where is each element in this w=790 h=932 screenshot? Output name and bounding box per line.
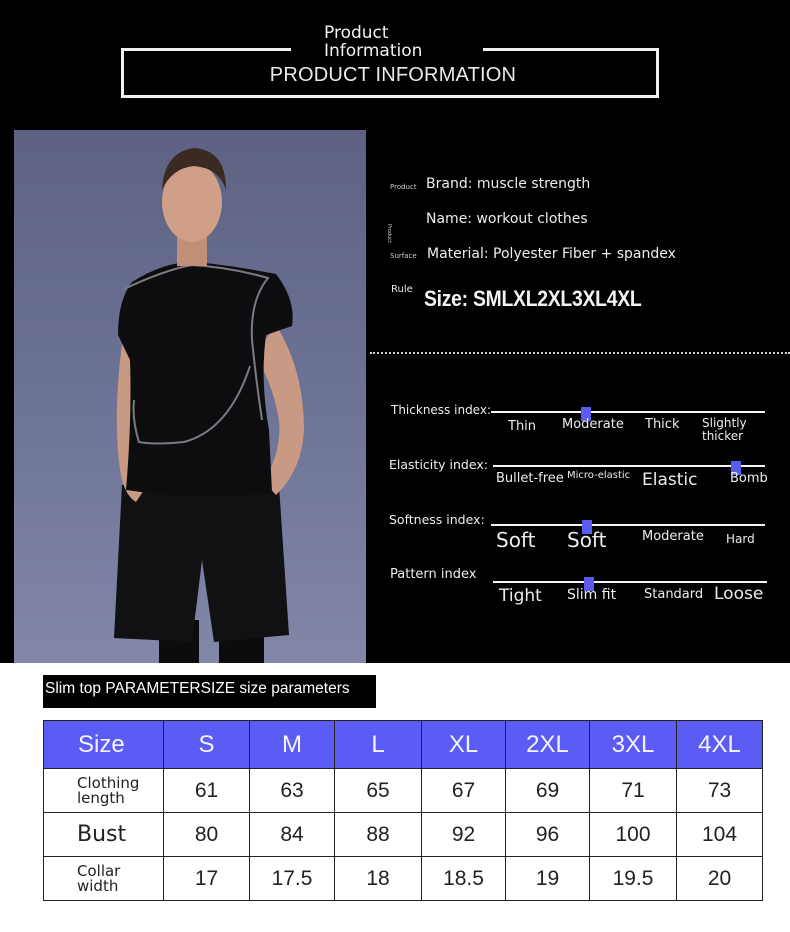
header-xl: XL	[422, 721, 506, 769]
section-title-small: Product Information	[324, 23, 423, 61]
table-cell: 18	[335, 857, 422, 901]
header-2xl: 2XL	[506, 721, 590, 769]
elasticity-option-bomb: Bomb	[730, 471, 768, 486]
softness-option-soft-1: Soft	[496, 528, 536, 552]
size-table-header-row	[44, 721, 763, 769]
table-cell: 17	[164, 857, 250, 901]
size-table	[43, 720, 763, 901]
table-cell: 19.5	[590, 857, 677, 901]
table-cell: 80	[164, 813, 250, 857]
product-photo	[14, 130, 366, 663]
softness-index-track	[491, 524, 765, 526]
table-cell: 71	[590, 769, 677, 813]
table-cell: 96	[506, 813, 590, 857]
size-text: Size: SMLXL2XL3XL4XL	[424, 286, 642, 311]
softness-option-soft-2: Soft	[567, 528, 607, 552]
table-cell: 20	[677, 857, 763, 901]
header-size: Size	[44, 721, 164, 769]
table-cell: 100	[590, 813, 677, 857]
elasticity-index-label: Elasticity index:	[389, 457, 488, 472]
row-label-collar-width: Collar width	[44, 857, 164, 901]
header-m: M	[250, 721, 335, 769]
table-cell: 84	[250, 813, 335, 857]
table-cell: 69	[506, 769, 590, 813]
table-row	[44, 813, 763, 857]
material-text: Material: Polyester Fiber + spandex	[427, 246, 676, 262]
size-table-caption: Slim top PARAMETERSIZE size parameters	[43, 675, 376, 708]
name-text: Name: workout clothes	[426, 211, 588, 227]
pattern-option-standard: Standard	[644, 587, 704, 602]
pattern-option-loose: Loose	[714, 584, 764, 604]
table-cell: 65	[335, 769, 422, 813]
elasticity-index-track	[493, 465, 765, 467]
table-cell: 19	[506, 857, 590, 901]
header-3xl: 3XL	[590, 721, 677, 769]
product-tag-rotated: Product	[386, 224, 392, 243]
pattern-option-slim-fit: Slim fit	[567, 587, 617, 603]
product-tag: Product	[390, 183, 417, 191]
thickness-index-track	[491, 411, 765, 413]
softness-index-label: Softness index:	[389, 512, 485, 527]
thickness-index-label: Thickness index:	[391, 403, 491, 417]
softness-option-hard: Hard	[726, 532, 755, 546]
row-label-bust: Bust	[44, 813, 164, 857]
thickness-option-thin: Thin	[508, 419, 537, 434]
surface-tag: Surface	[390, 252, 417, 260]
thickness-option-moderate: Moderate	[562, 417, 624, 432]
pattern-option-tight: Tight	[499, 586, 542, 606]
elasticity-option-micro-elastic: Micro-elastic	[567, 470, 631, 481]
table-row	[44, 769, 763, 813]
elasticity-option-bullet-free: Bullet-free	[496, 471, 564, 486]
table-cell: 17.5	[250, 857, 335, 901]
table-row	[44, 857, 763, 901]
model-illustration	[14, 130, 366, 663]
thickness-option-thick: Thick	[645, 417, 680, 432]
table-cell: 104	[677, 813, 763, 857]
table-cell: 67	[422, 769, 506, 813]
pattern-index-label: Pattern index	[390, 567, 477, 582]
thickness-option-slightly-thicker: Slightly thicker	[702, 416, 747, 443]
table-cell: 61	[164, 769, 250, 813]
elasticity-option-elastic: Elastic	[642, 470, 698, 490]
table-cell: 18.5	[422, 857, 506, 901]
row-label-clothing-length: Clothing length	[44, 769, 164, 813]
table-cell: 73	[677, 769, 763, 813]
table-cell: 63	[250, 769, 335, 813]
divider	[370, 352, 790, 354]
brand-text: Brand: muscle strength	[426, 176, 591, 192]
header-4xl: 4XL	[677, 721, 763, 769]
header-l: L	[335, 721, 422, 769]
table-cell: 88	[335, 813, 422, 857]
header-s: S	[164, 721, 250, 769]
rule-tag: Rule	[391, 284, 413, 295]
table-cell: 92	[422, 813, 506, 857]
softness-option-moderate: Moderate	[642, 529, 704, 544]
pattern-index-track	[493, 581, 767, 583]
section-title: PRODUCT INFORMATION	[269, 64, 517, 86]
